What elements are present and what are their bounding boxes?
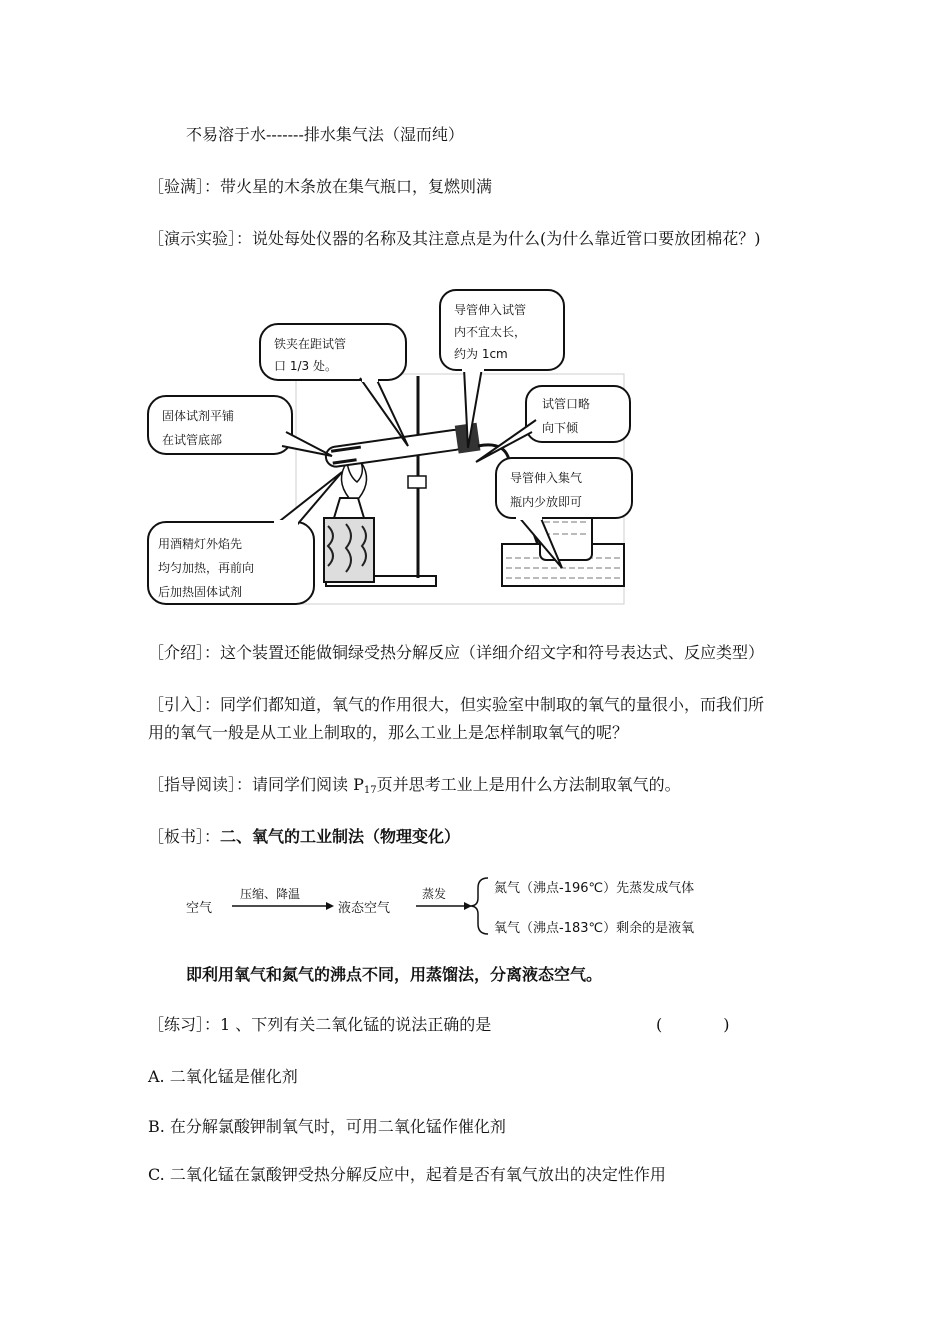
separation-scheme [180, 868, 790, 944]
callout-tube-length-line1: 导管伸入试管 [454, 303, 527, 317]
line-lead-in-2: 用的氧气一般是从工业上制取的，那么工业上是怎样制取氧气的呢？ [148, 723, 629, 742]
apparatus-diagram [146, 286, 636, 608]
callout-tilt [476, 386, 630, 462]
line-check-full: ［验满］：带火星的木条放在集气瓶口，复燃则满 [148, 177, 493, 196]
line-distillation: 即利用氧气和氮气的沸点不同，用蒸馏法，分离液态空气。 [186, 965, 603, 984]
callout-solid-spread-line1: 固体试剂平铺 [162, 409, 235, 423]
callout-heating-line1: 用酒精灯外焰先 [158, 537, 243, 551]
scheme-step2: 蒸发 [422, 887, 447, 901]
line-lead-in-1: ［引入］：同学们都知道，氧气的作用很大，但实验室中制取的氧气的量很小，而我们所 [148, 695, 765, 714]
section-heading: 二、氧气的工业制法（物理变化） [220, 827, 461, 846]
callout-tube-length-line3: 约为 1cm [454, 347, 508, 361]
scheme-oxygen: 氧气（沸点-183℃）剩余的是液氧 [494, 921, 695, 936]
callout-clamp-line2: 口 1/3 处。 [274, 359, 337, 373]
callout-heating-line2: 均匀加热，再前向 [158, 561, 255, 575]
line-intro: ［介绍］：这个装置还能做铜绿受热分解反应（详细介绍文字和符号表达式、反应类型） [148, 643, 765, 662]
option-c: C. 二氧化锰在氯酸钾受热分解反应中，起着是否有氧气放出的决定性作用 [148, 1165, 666, 1184]
callout-heating-line3: 后加热固体试剂 [158, 585, 243, 599]
line-reading-pre: ［指导阅读］：请同学们阅读 P [148, 775, 364, 794]
line-solubility: 不易溶于水-------排水集气法（湿而纯） [186, 125, 464, 144]
exercise-question [148, 1014, 730, 1036]
callout-solid-spread-line2: 在试管底部 [162, 433, 223, 447]
callout-jar-line1: 导管伸入集气 [510, 471, 583, 485]
callout-tube-length-line2: 内不宜太长， [454, 325, 527, 339]
scheme-air: 空气 [186, 901, 213, 916]
line-board-pre: ［板书］： [148, 827, 221, 846]
line-reading [148, 774, 681, 802]
exercise-question-text: ［练习］：1 、下列有关二氧化锰的说法正确的是 [148, 1015, 492, 1034]
scheme-step1: 压缩、降温 [240, 887, 301, 901]
scheme-liquid-air: 液态空气 [338, 901, 391, 916]
option-b: B. 在分解氯酸钾制氧气时，可用二氧化锰作催化剂 [148, 1117, 506, 1136]
callout-clamp-line1: 铁夹在距试管 [274, 337, 347, 351]
answer-blank: ( ) [656, 1015, 730, 1034]
line-board [148, 826, 460, 848]
callout-tilt-line1: 试管口略 [542, 397, 591, 411]
option-a: A. 二氧化锰是催化剂 [148, 1067, 298, 1086]
callout-heating [148, 472, 342, 604]
callout-jar-line2: 瓶内少放即可 [510, 495, 583, 509]
page-subscript: 17 [363, 785, 377, 796]
line-demo: ［演示实验］：说处每处仪器的名称及其注意点是为什么(为什么靠近管口要放团棉花？) [148, 229, 761, 248]
callout-tilt-line2: 向下倾 [542, 421, 579, 435]
scheme-nitrogen: 氮气（沸点-196℃）先蒸发成气体 [494, 881, 695, 896]
callout-solid-spread [148, 396, 332, 456]
line-reading-post: 页并思考工业上是用什么方法制取氧气的。 [376, 775, 681, 794]
